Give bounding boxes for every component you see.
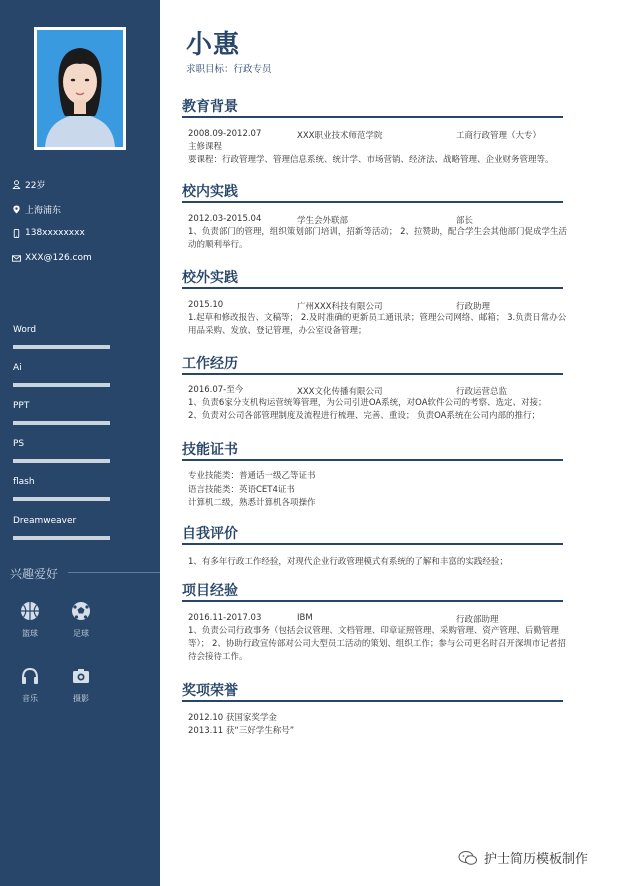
skill-bar [13, 497, 110, 501]
location-pin-icon [12, 205, 21, 214]
wechat-icon [458, 850, 478, 866]
skill-label: flash [13, 477, 35, 487]
work-role: 行政运营总监 [456, 387, 508, 397]
hobby-label: 篮球 [22, 629, 38, 638]
education-major: 工商行政管理（大专） [456, 131, 542, 141]
section-title-awards: 奖项荣誉 [182, 683, 238, 699]
skill-bar [13, 383, 110, 387]
hobby-soccer [66, 601, 96, 639]
hobby-photography [66, 666, 96, 704]
soccer-ball-icon [71, 601, 91, 621]
contact-age [12, 178, 45, 191]
hobby-music [15, 666, 45, 704]
envelope-icon [12, 254, 21, 263]
candidate-name: 小惠 [186, 30, 241, 60]
section-divider [182, 287, 563, 289]
skill-label: Dreamweaver [13, 516, 77, 526]
skill-label: PPT [13, 401, 30, 411]
project-role: 行政部助理 [456, 615, 499, 625]
certificate-line: 计算机二级，熟悉计算机各项操作 [188, 498, 316, 508]
age-text: 22岁 [25, 181, 46, 191]
email-text: XXX@126.com [25, 253, 92, 263]
divider [68, 572, 160, 573]
education-line: 主修课程 [188, 142, 223, 152]
campus-org: 学生会外联部 [297, 216, 349, 226]
section-title-work: 工作经历 [182, 356, 238, 372]
section-title-projects: 项目经验 [182, 583, 238, 599]
section-divider [182, 373, 563, 375]
section-divider [182, 543, 563, 545]
education-school: XXX职业技术师范学院 [297, 131, 383, 141]
location-text: 上海浦东 [25, 206, 62, 216]
certificate-line: 语言技能类：英语CET4证书 [188, 485, 295, 495]
work-line: 2、负责对公司各部管理制度及流程进行梳理、完善、重设； 负责OA系统在公司内部的推行； [188, 411, 540, 421]
work-date: 2016.07-至今 [188, 385, 244, 395]
section-title-education: 教育背景 [182, 99, 238, 115]
award-line: 2012.10 获国家奖学金 [188, 713, 277, 723]
profile-photo-frame [34, 27, 126, 150]
skill-bar [13, 421, 110, 425]
skill-bar [13, 536, 110, 540]
award-line: 2013.11 获“三好学生称号” [188, 726, 295, 736]
basketball-icon [20, 601, 40, 621]
external-role: 行政助理 [456, 302, 491, 312]
section-title-campus: 校内实践 [182, 184, 238, 200]
project-date: 2016.11-2017.03 [188, 613, 262, 623]
watermark [458, 848, 588, 867]
certificate-line: 专业技能类：普通话一级乙等证书 [188, 471, 316, 481]
phone-icon [12, 229, 21, 238]
external-date: 2015.10 [188, 300, 224, 310]
section-title-self-evaluation: 自我评价 [182, 526, 238, 542]
education-line: 要课程：行政管理学、管理信息系统、统计学、市场营销、经济法、战略管理、企业财务管理等。 [188, 155, 554, 165]
skill-label: PS [13, 439, 25, 449]
camera-icon [71, 666, 91, 686]
hobby-label: 摄影 [73, 694, 89, 703]
section-divider [182, 600, 563, 602]
project-description: 1、负责公司行政事务（包括会议管理、文档管理、印章证照管理、采购管理、资产管理、后勤管理等）； 2、协助行政宣传部对公司大型员工活动的策划、组织工作；参与公司更名时召开深圳市记者招待会接待工作。 [188, 626, 566, 662]
watermark-text: 护士简历模板制作 [484, 852, 589, 867]
skill-bar [13, 459, 110, 463]
hobby-label: 足球 [73, 629, 89, 638]
education-date: 2008.09-2012.07 [188, 129, 262, 139]
job-objective: 求职目标：行政专员 [186, 64, 272, 75]
hobbies-title: 兴趣爱好 [10, 567, 59, 581]
profile-photo [37, 30, 123, 147]
section-divider [182, 700, 563, 702]
external-org: 广州XXX科技有限公司 [297, 302, 383, 312]
work-org: XXX文化传播有限公司 [297, 387, 383, 397]
sidebar [0, 0, 160, 886]
work-line: 1、负责6家分支机构运营统筹管理，为公司引进OA系统，对OA软件公司的考察、选定、对接； [188, 398, 547, 408]
contact-email [12, 253, 92, 263]
section-divider [182, 116, 563, 118]
self-evaluation-text: 1、有多年行政工作经验，对现代企业行政管理模式有系统的了解和丰富的实践经验； [188, 557, 508, 567]
skill-label: Ai [13, 363, 22, 373]
section-divider [182, 201, 563, 203]
campus-date: 2012.03-2015.04 [188, 214, 262, 224]
hobby-label: 音乐 [22, 694, 38, 703]
section-divider [182, 459, 563, 461]
phone-text: 138xxxxxxxx [25, 228, 85, 238]
headphones-icon [20, 666, 40, 686]
external-description: 1.起草和修改报告、文稿等； 2.及时准确的更新员工通讯录；管理公司网络、邮箱； 3.负责日常办公用品采购、发放、登记管理，办公室设备管理； [188, 313, 567, 336]
section-title-external: 校外实践 [182, 270, 238, 286]
skill-label: Word [13, 325, 37, 335]
section-title-certificates: 技能证书 [182, 442, 238, 458]
campus-description: 1、负责部门的管理，组织策划部门培训，招新等活动； 2、拉赞助，配合学生会其他部门促成学生活动的顺利举行。 [188, 227, 568, 250]
contact-phone [12, 228, 85, 238]
contact-location [12, 203, 61, 216]
skill-bar [13, 345, 110, 349]
project-org: IBM [297, 613, 313, 623]
hobby-basketball [15, 601, 45, 639]
person-icon [12, 180, 21, 189]
campus-role: 部长 [456, 216, 474, 226]
